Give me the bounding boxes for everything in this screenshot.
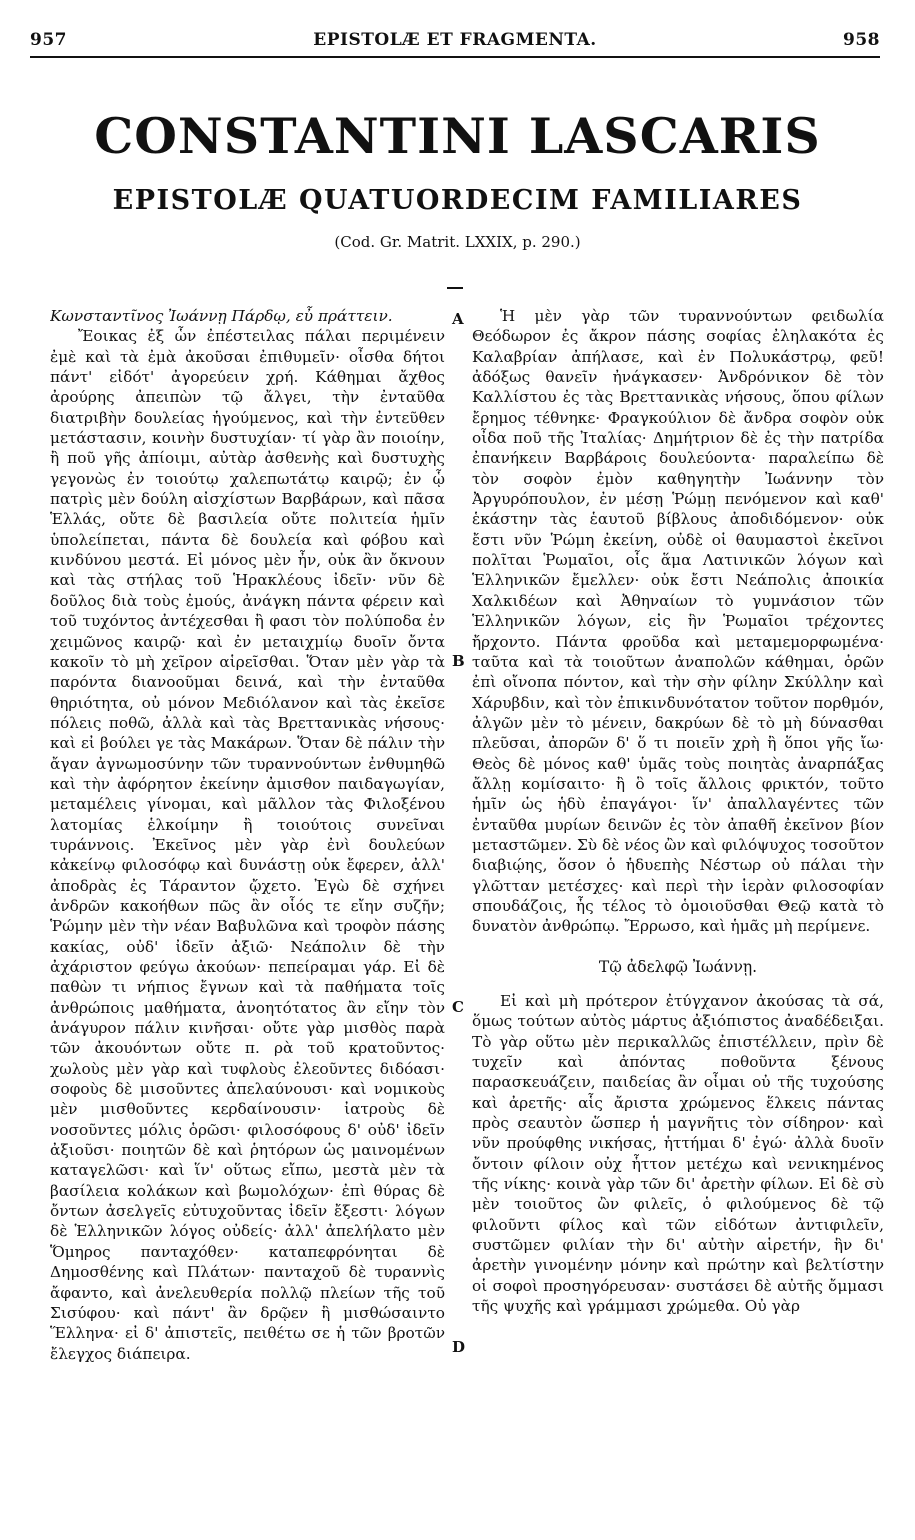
page-number-right: 958 [843, 30, 880, 50]
main-title: CONSTANTINI LASCARIS [94, 107, 821, 165]
running-title: EPISTOLÆ ET FRAGMENTA. [313, 30, 597, 50]
source-note: (Cod. Gr. Matrit. LXXIX, p. 290.) [334, 233, 581, 251]
left-column [50, 306, 445, 1506]
letter-body-second: Εἰ καὶ μὴ πρότερον ἐτύγχανον ἀκούσας τὰ σά, ὅμως τούτων αὐτὸς μάρτυς ἀξιόπιστος ἀναδέδειξαι. Τὸ γὰρ οὕτω μὲν περικαλλῶς ἐπιστέλλειν, πρὶν δὲ τυχεῖν καὶ ἀπόντας ποθοῦντα ξένους παρασκευάζειν, παιδείας ἂν οἶμαι οὐ τῆς τυχούσης καὶ ἀρετῆς· αἷς ἄριστα χρώμενος ἕλκεις πάντας πρὸς σεαυτὸν ὥσπερ ἡ μαγνῆτις τὸν σίδηρον· καὶ νῦν προύφθης νικήσας, ἡττήμαι δ' ἐγώ· ἀλλὰ δυοῖν ὄντοιν φίλοιν οὐχ ἧττον μετέχω καὶ νενικημένος τῆς νίκης· κοινὰ γὰρ τῶν δι' ἀρετὴν φίλων. Εἰ δὲ σὺ μὲν τοιοῦτος ὢν φιλεῖς, ὁ φιλούμενος δὲ τῷ φιλοῦντι φίλος καὶ τῶν εἰδότων ἀντιφιλεῖν, συστῶμεν φιλίαν τὴν δι' αὐτὴν αἱρετήν, ἣν δι' ἀρετὴν γινομένην μόνην καὶ πρώτην καὶ βελτίστην οἱ σοφοὶ προσηγόρευσαν· συστάσει δὲ αὐτῆς ὄμμασι τῆς ψυχῆς καὶ γράμμασι χρώμεθα. Οὐ γὰρ [472, 992, 884, 1316]
margin-letter-c: C [452, 998, 464, 1016]
margin-letter-b: B [452, 652, 465, 670]
margin-letter-d: D [452, 1338, 466, 1356]
section-rule [447, 287, 463, 289]
letter-body: Ἔοικας ἐξ ὧν ἐπέστειλας πάλαι περιμένειν ἐμὲ καὶ τὰ ἐμὰ ἀκοῦσαι ἐπιθυμεῖν· οἶσθα δήτοι πάντ' εἰδότ' ἀγορεύειν χρή. Κάθημαι ἄχθος ἀρούρης ἀπειπὼν τῷ ἄλγει, τὴν ἐνταῦθα διατριβὴν δουλείας ἡγούμενος, καὶ τὴν ἐντεῦθεν μετάστασιν, κοινὴν δυστυχίαν· τί γὰρ ἂν ποιοίην, ἢ ποῦ γῆς ἀπίοιμι, αὐτὰρ ἀσθενὴς καὶ δυστυχὴς γεγονὼς ἐν τοιούτῳ χαλεπωτάτῳ καιρῷ; ἐν ᾧ πατρὶς μὲν δούλη αἰσχίστων Βαρβάρων, καὶ πᾶσα Ἑλλάς, οὔτε δὲ βασιλεία οὔτε πολιτεία ἡμῖν ὑπολείπεται, πάντα δὲ δουλεία καὶ φόβου καὶ κινδύνου μεστά. Εἰ μόνος μὲν ἦν, οὐκ ἂν ὄκνουν καὶ τὰς στήλας τοῦ Ἡρακλέους ἰδεῖν· νῦν δὲ δοῦλος διὰ τοὺς ἐμούς, ἀνάγκη πάντα φέρειν καὶ τοῦ τυχόντος ἀντέχεσθαι ἢ φασι τὸν πολύποδα ἐν χειμῶνος καιρῷ· καὶ ἐν μεταιχμίῳ δυοῖν ὄντα κακοῖν τὸ μὴ χεῖρον αἱρεῖσθαι. Ὅταν μὲν γὰρ τὰ παρόντα διανοοῦμαι δεινά, καὶ τὴν ἐνταῦθα θηριότητα, οὐ μόνον Μεδιόλανον καὶ τὰς ἐκεῖσε πόλεις ποθῶ, ἀλλὰ καὶ τὰς Βρεττανικὰς νήσους· καὶ εἰ βούλει γε τὰς Μακάρων. Ὅταν δὲ πάλιν τὴν ἄγαν ἀγνωμοσύνην τῶν τυραννούντων ἐνθυμηθῶ καὶ τὴν ἀφόρητον ἐκείνην ἀμισθον παιδαγωγίαν, μεταμέλεις γίνομαι, καὶ μᾶλλον τὰς Φιλοξένου λατομίας ἑλκοίμην ἢ τοιούτοις συνεῖναι τυράννοις. Ἐκεῖνος μὲν γὰρ ἐνὶ δουλεύων κἀκείνῳ φιλοσόφῳ καὶ δυνάστῃ οὐκ ἔφερεν, ἀλλ' ἀποδρὰς ἐς Τάραντον ᾤχετο. Ἐγὼ δὲ σχήνει ἀνδρῶν κακοήθων πῶς ἂν οἷός τε εἴην συζῆν; Ῥώμην μὲν τὴν νέαν Βαβυλῶνα καὶ τροφὸν πάσης κακίας, οὐδ' ἰδεῖν ἀξιῶ· Νεάπολιν δὲ τὴν ἀχάριστον φεύγω ἀκούων· πεπείραμαι γάρ. Εἰ δὲ παθὼν τι νήπιος ἔγνων καὶ τὰ παθήματα τοῖς ἀνθρώποις μαθήματα, ἀνοητότατος ἂν εἴην τὸν ἀνάγυρον πάλιν κινῆσαι· οὔτε γὰρ μισθὸς παρὰ τῶν ἀκουόντων οὔτε π. ρὰ τοῦ κρατοῦντος· χωλοὺς μὲν γὰρ καὶ τυφλοὺς ἐλεοῦντες διδόασι· σοφοὺς δὲ μισοῦντες ἀπελαύνουσι· καὶ νομικοὺς μὲν μισθοῦντες κερδαίνουσιν· ἰατροὺς δὲ νοσοῦντες μόλις ὁρῶσι· φιλοσόφους δ' οὐδ' ἰδεῖν ἀξιοῦσι· ποιητῶν δὲ καὶ ῥητόρων ὡς μαινομένων καταγελῶσι· καὶ ἵν' οὕτως εἴπω, μεστὰ μὲν τὰ βασίλεια κολάκων καὶ βωμολόχων· ἐπὶ θύρας δὲ ὄντων ἀσελγεῖς εὐτυχοῦντας ἰδεῖν ἔξεστι· λόγων δὲ Ἑλληνικῶν λόγος οὐδείς· ἀλλ' ἀπελήλατο μὲν Ὅμηρος πανταχόθεν· καταπεφρόνηται δὲ Δημοσθένης καὶ Πλάτων· πανταχοῦ δὲ τυραννὶς ἄφαντο, καὶ ἀνελευθερία πολλῷ πλείων τῆς τοῦ Σισύφου· καὶ πάντ' ἂν δρῷεν ἢ μισθώσαιντο Ἕλληνα· εἰ δ' ἀπιστεῖς, πειθέτω σε ἡ τῶν βροτῶν ἔλεγχος διάπειρα. [50, 327, 445, 1363]
header-rule [30, 56, 880, 58]
letter-salutation: Κωνσταντῖνος Ἰωάννῃ Πάρδῳ, εὖ πράττειν. [50, 307, 393, 325]
right-column [472, 306, 884, 1506]
letter-heading: Τῷ ἀδελφῷ Ἰωάννῃ. [598, 957, 758, 976]
page-number-left: 957 [30, 30, 67, 50]
running-head [30, 30, 880, 56]
margin-letter-a: A [452, 310, 464, 328]
subtitle: EPISTOLÆ QUATUORDECIM FAMILIARES [112, 185, 803, 216]
letter-body-continued: Ἡ μὲν γὰρ τῶν τυραννούντων φειδωλία Θεόδωρον ἐς ἄκρον πάσης σοφίας ἐληλακότα ἐς Καλαβρίαν ἀπήλασε, καὶ ἐν Πολυκάστρῳ, φεῦ! ἀδόξως θανεῖν ἠνάγκασεν· Ἀνδρόνικον δὲ τὸν Καλλίστου ἐς τὰς Βρεττανικὰς νήσους, ὅπου φίλων ἔρημος τέθνηκε· Φραγκούλιον δὲ ἄνδρα σοφὸν οὐκ οἶδα ποῦ τῆς Ἰταλίας· Δημήτριον δὲ ἐς τὴν πατρίδα ἐπανήκειν Βαρβάροις δουλεύοντα· παραλείπω δὲ τὸν σοφὸν ἐμὸν καθηγητὴν Ἰωάννην τὸν Ἀργυρόπουλον, ἐν μέσῃ Ῥώμῃ πενόμενον καὶ καθ' ἑκάστην τὰς ἑαυτοῦ βίβλους ἀποδιδόμενον· οὐκ ἔστι νῦν Ῥώμη ἐκείνη, οὐδὲ οἱ θαυμαστοὶ ἐκεῖνοι πολῖται Ῥωμαῖοι, οἷς ἅμα Λατινικῶν λόγων καὶ Ἑλληνικῶν ἔμελλεν· οὐκ ἔστι Νεάπολις ἀποικία Χαλκιδέων καὶ Ἀθηναίων τὸ γυμνάσιον τῶν Ἑλληνικῶν λόγων, εἰς ἣν Ῥωμαῖοι τρέχοντες ἤρχοντο. Πάντα φροῦδα καὶ μεταμεμορφωμένα· ταῦτα καὶ τὰ τοιοῦτων ἀναπολῶν κάθημαι, ὁρῶν ἐπὶ οἴνοπα πόντον, καὶ τὴν σὴν φίλην Σκύλλην καὶ Χάρυβδιν, καὶ τὸν ἐπικινδυνότατον τοῦτον πορθμόν, ἀλγῶν μὲν τὸ μένειν, δακρύων δὲ τὸ μὴ δύνασθαι πλεῦσαι, ἀπορῶν δ' ὅ τι ποιεῖν χρὴ ἢ ὅποι γῆς ἴω· Θεὸς δὲ μόνος καθ' ὑμᾶς τοὺς ποιητὰς ἀναρπάξας ἄλλῃ κομίσαιτο· ἢ ὃ τοῖς ἄλλοις φρικτόν, τοῦτο ἡμῖν ὡς ἡδὺ ἐπαγάγοι· ἵν' ἀπαλλαγέντες τῶν ἐνταῦθα μυρίων δεινῶν ἐς τὸν ἀπαθῆ ἐκεῖνον βίον μεταστῶμεν. Σὺ δὲ νέος ὢν καὶ φιλόψυχος τοσοῦτον διαβιῴης, ὅσον ὁ ἡδυεπὴς Νέστωρ οὐ πάλαι τὴν γλῶτταν μετέσχες· καὶ περὶ τὴν ἱερὰν φιλοσοφίαν σπουδάζοις, ἧς τέλος τὸ ὁμοιοῦσθαι Θεῷ κατὰ τὸ δυνατὸν ἀνθρώπῳ. Ἔρρωσο, καὶ ἡμᾶς μὴ περίμενε. [472, 307, 884, 936]
